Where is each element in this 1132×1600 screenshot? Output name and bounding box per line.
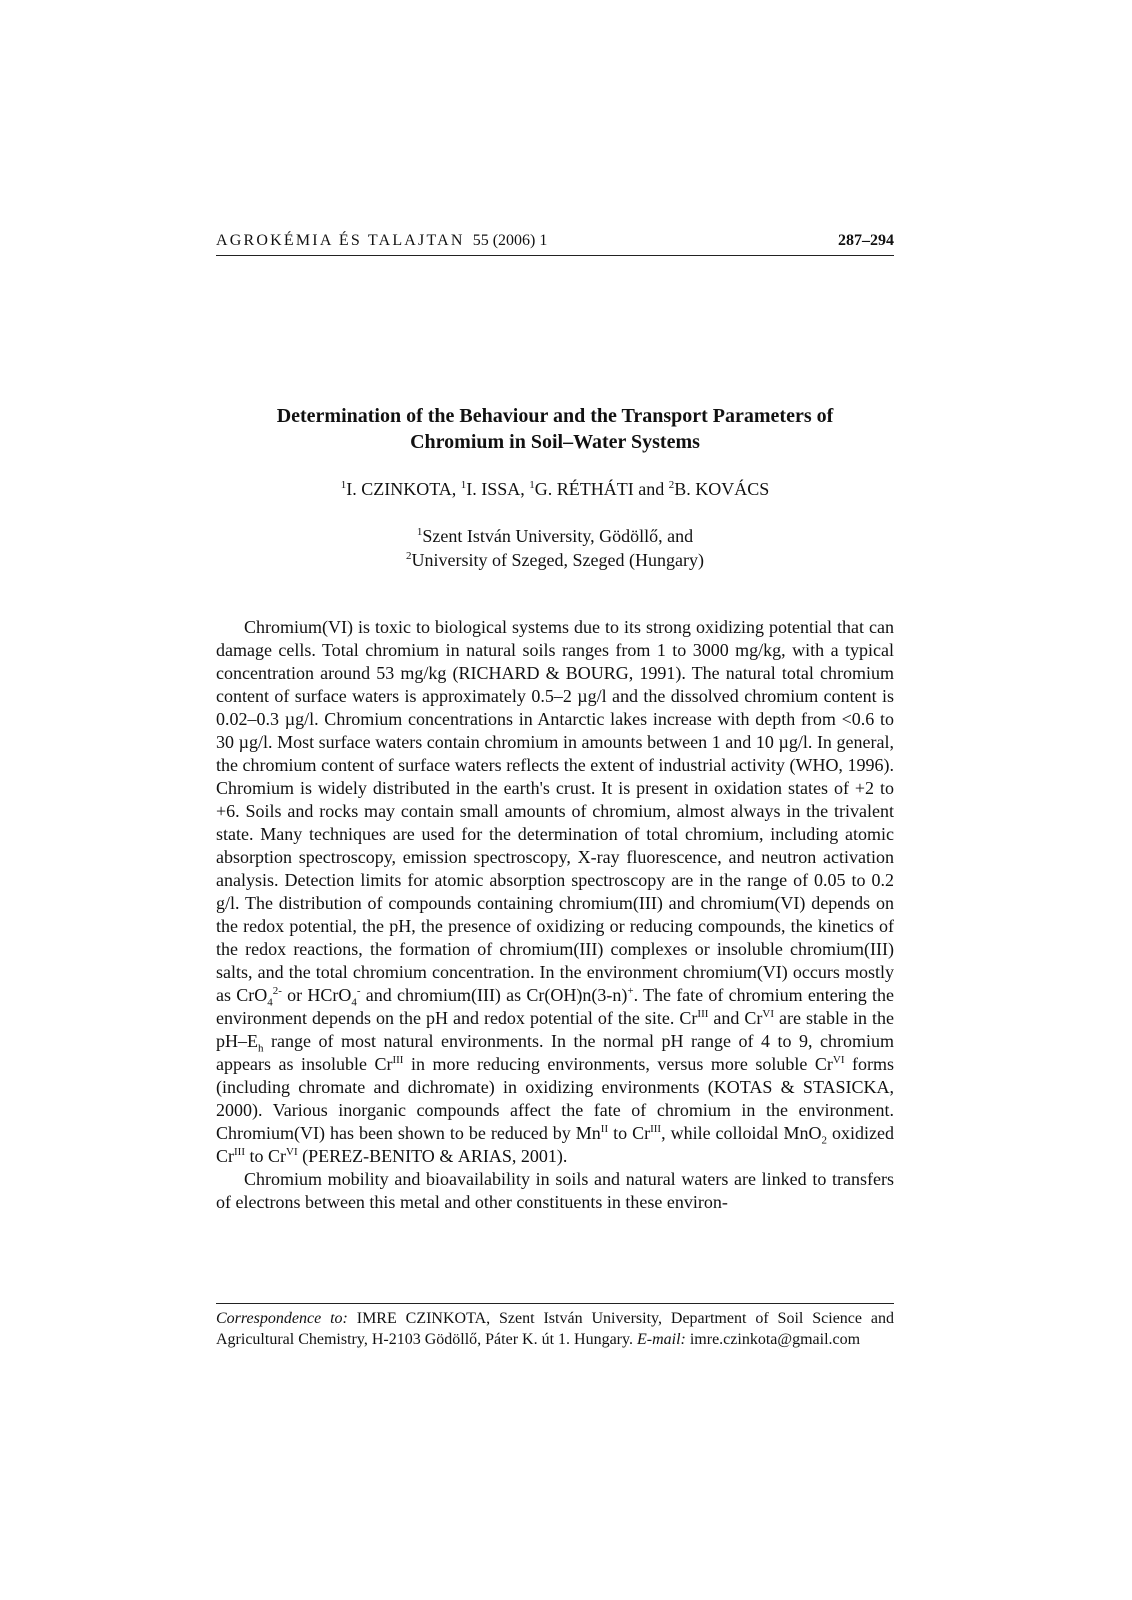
citation-author: RICHARD — [458, 663, 540, 683]
running-head — [216, 231, 894, 256]
journal-name: AGROKÉMIA ÉS TALAJTAN 55 (2006) 1 — [216, 232, 548, 249]
body-paragraph: Chromium(VI) is toxic to biological systems due to its strong oxidizing potential that can damage cells. Total chromium in natural soils ranges from 1 to 3000 mg/kg, with a typical concentration around 53 mg/kg (RICHARD & BOURG, 1991). The natural total chromium content of surface waters is approximately 0.5–2 µg/l and the dissolved chromium content is 0.02–0.3 µg/l. Chromium concentrations in Antarctic lakes increase with depth from <0.6 to 30 µg/l. Most surface waters contain chromium in amounts between 1 and 10 µg/l. In general, the chromium content of surface waters reflects the extent of industrial activity (WHO, 1996). Chromium is widely distributed in the earth's crust. It is present in oxidation states of +2 to +6. Soils and rocks may contain small amounts of chromium, almost always in the trivalent state. Many techniques are used for the determination of total chromium, including atomic absorption spectroscopy, emission spectroscopy, X-ray fluorescence, and neutron activation analysis. Detection limits for atomic absorption spectroscopy are in the range of 0.05 to 0.2 g/l. The distribution of compounds containing chromium(III) and chromium(VI) depends on the redox potential, the pH, the presence of oxidizing or reducing compounds, the kinetics of the redox reactions, the formation of chromium(III) complexes or insoluble chromium(III) salts, and the total chromium concentration. In the environment chromium(VI) occurs mostly as CrO$_4^{2-}$ or HCrO$_4$- and chromium(III) as Cr(OH)n(3-n)+. The fate of chromium entering the environment depends on the pH and redox potential of the site. $Cr^{III}$ and $Cr^{VI}$ are stable in the $pH-E_h$ range of most natural environments. In the normal pH range of 4 to 9, chromium appears as insoluble $Cr^{III}$ in more reducing environments, versus more soluble $Cr^{VI}$ forms (including chromate and dichromate) in oxidizing environments (KOTAS & STASICKA, 2000). Various inorganic compounds affect the fate of chromium in the environment. Chromium(VI) has been shown to be reduced by $Mn^{II}$ to $Cr^{III}$, while colloidal MnO$_2$ oxidized $Cr^{III}$ to $Cr^{VI}$ (PEREZ-BENITO & ARIAS, 2001). — [216, 617, 895, 1166]
author-list: $^1$I. CZINKOTA, $^1$I. ISSA, $^1$G. RÉTHÁTI and $^2$B. KOVÁCS — [340, 479, 770, 499]
page-range: 287–294 — [838, 232, 894, 249]
email-address: imre.czinkota@gmail.com — [685, 1331, 861, 1348]
footnote-label: Correspondence to: — [216, 1310, 348, 1327]
citation-author: BOURG — [565, 663, 629, 683]
author: I. CZINKOTA, — [346, 479, 461, 499]
correspondence-footnote: Correspondence to: IMRE CZINKOTA, Szent István University, Department of Soil Science and Agricultural Chemistry, H-2103 Gödöllő, Páter K. út 1. Hungary. E-mail: imre.czinkota@gmail.com — [216, 1303, 894, 1350]
title-line: Determination of the Behaviour and the Transport Parameters of — [276, 405, 834, 427]
affiliation: $^1$Szent István University, Gödöllő, and — [416, 526, 694, 546]
article-title — [216, 403, 894, 455]
body-paragraph: Chromium mobility and bioavailability in soils and natural waters are linked to transfers of electrons between this metal and other constituents in these environ- — [216, 1169, 894, 1212]
citation-author: KOTAS — [713, 1077, 773, 1097]
affiliation: $^2$University of Szeged, Szeged (Hungary) — [406, 550, 704, 570]
author: B. KOVÁCS — [674, 479, 770, 499]
citation-author: ARIAS — [457, 1146, 512, 1166]
citation-author: STASICKA — [802, 1077, 890, 1097]
email-label: E-mail: — [636, 1331, 686, 1348]
author: G. RÉTHÁTI and — [534, 479, 669, 499]
citation-author: PEREZ-BENITO — [308, 1146, 435, 1166]
author: I. ISSA, — [466, 479, 530, 499]
journal-volume: 55 (2006) 1 — [472, 232, 548, 249]
affiliations — [216, 524, 894, 572]
article-body — [216, 616, 894, 1214]
title-line: Chromium in Soil–Water Systems — [410, 431, 700, 453]
